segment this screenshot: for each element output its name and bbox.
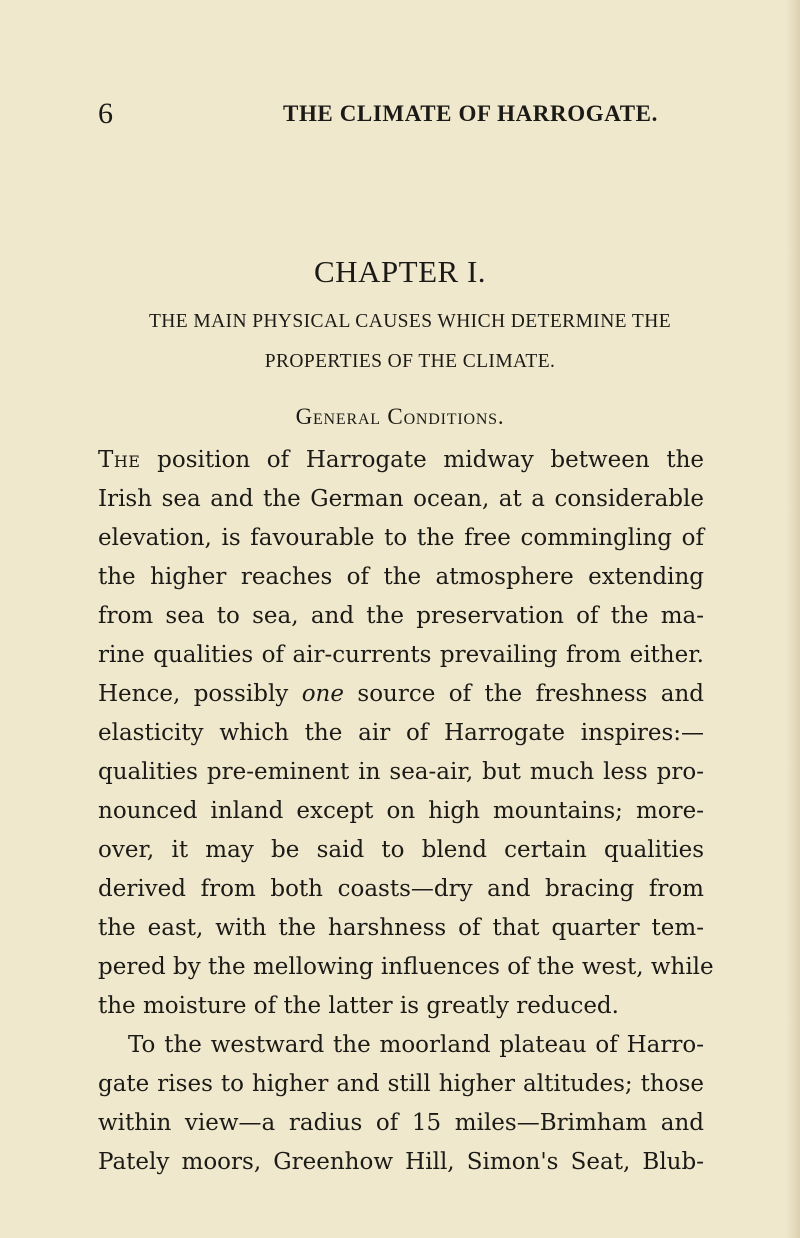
body-line: gate rises to higher and still higher altitudes; those: [98, 1071, 704, 1097]
body-line-text: source of the freshness and: [357, 681, 704, 707]
chapter-title: CHAPTER I.: [313, 254, 487, 289]
lead-word: The: [98, 447, 141, 473]
body-line: within view—a radius of 15 miles—Brimham and: [98, 1110, 704, 1136]
body-line: rine qualities of air-currents prevailing from either.: [98, 642, 704, 668]
body-line: To the westward the moorland plateau of Harro-: [128, 1032, 704, 1058]
body-line: [98, 441, 704, 480]
body-line: Pately moors, Greenhow Hill, Simon's Seat, Blub-: [98, 1149, 704, 1175]
emphasis-word: one: [301, 681, 344, 707]
body-line: the moisture of the latter is greatly reduced.: [98, 993, 619, 1019]
chapter-subtitle: [100, 302, 720, 382]
body-line-prefix: Hence, possibly: [98, 681, 289, 707]
chapter-subtitle-line-1: THE MAIN PHYSICAL CAUSES WHICH DETERMINE THE: [148, 311, 672, 332]
body-line: elasticity which the air of Harrogate inspires:—: [98, 720, 704, 746]
body-line: over, it may be said to blend certain qualities: [98, 837, 704, 863]
body-line: from sea to sea, and the preservation of the ma-: [98, 603, 704, 629]
running-title: THE CLIMATE OF HARROGATE.: [283, 101, 658, 126]
body-line: qualities pre-eminent in sea-air, but much less pro-: [98, 759, 704, 785]
page-number: 6: [98, 97, 113, 130]
chapter-subtitle-line-2: PROPERTIES OF THE CLIMATE.: [264, 351, 556, 372]
body-line: [98, 675, 704, 714]
body-line: the higher reaches of the atmosphere extending: [98, 564, 704, 590]
page-edge-shadow: [786, 0, 800, 1238]
body-line-text: position of Harrogate midway between the: [157, 447, 704, 473]
section-heading: General Conditions.: [295, 404, 505, 429]
body-line: Irish sea and the German ocean, at a considerable: [98, 486, 704, 512]
running-head: [0, 94, 800, 134]
body-line: the east, with the harshness of that quarter tem-: [98, 915, 704, 941]
body-line: derived from both coasts—dry and bracing from: [98, 876, 704, 902]
body-line: nounced inland except on high mountains; more-: [98, 798, 704, 824]
body-line: pered by the mellowing influences of the west, while: [98, 954, 714, 980]
body-text: [98, 441, 714, 1182]
body-line: elevation, is favourable to the free commingling of: [98, 525, 704, 551]
